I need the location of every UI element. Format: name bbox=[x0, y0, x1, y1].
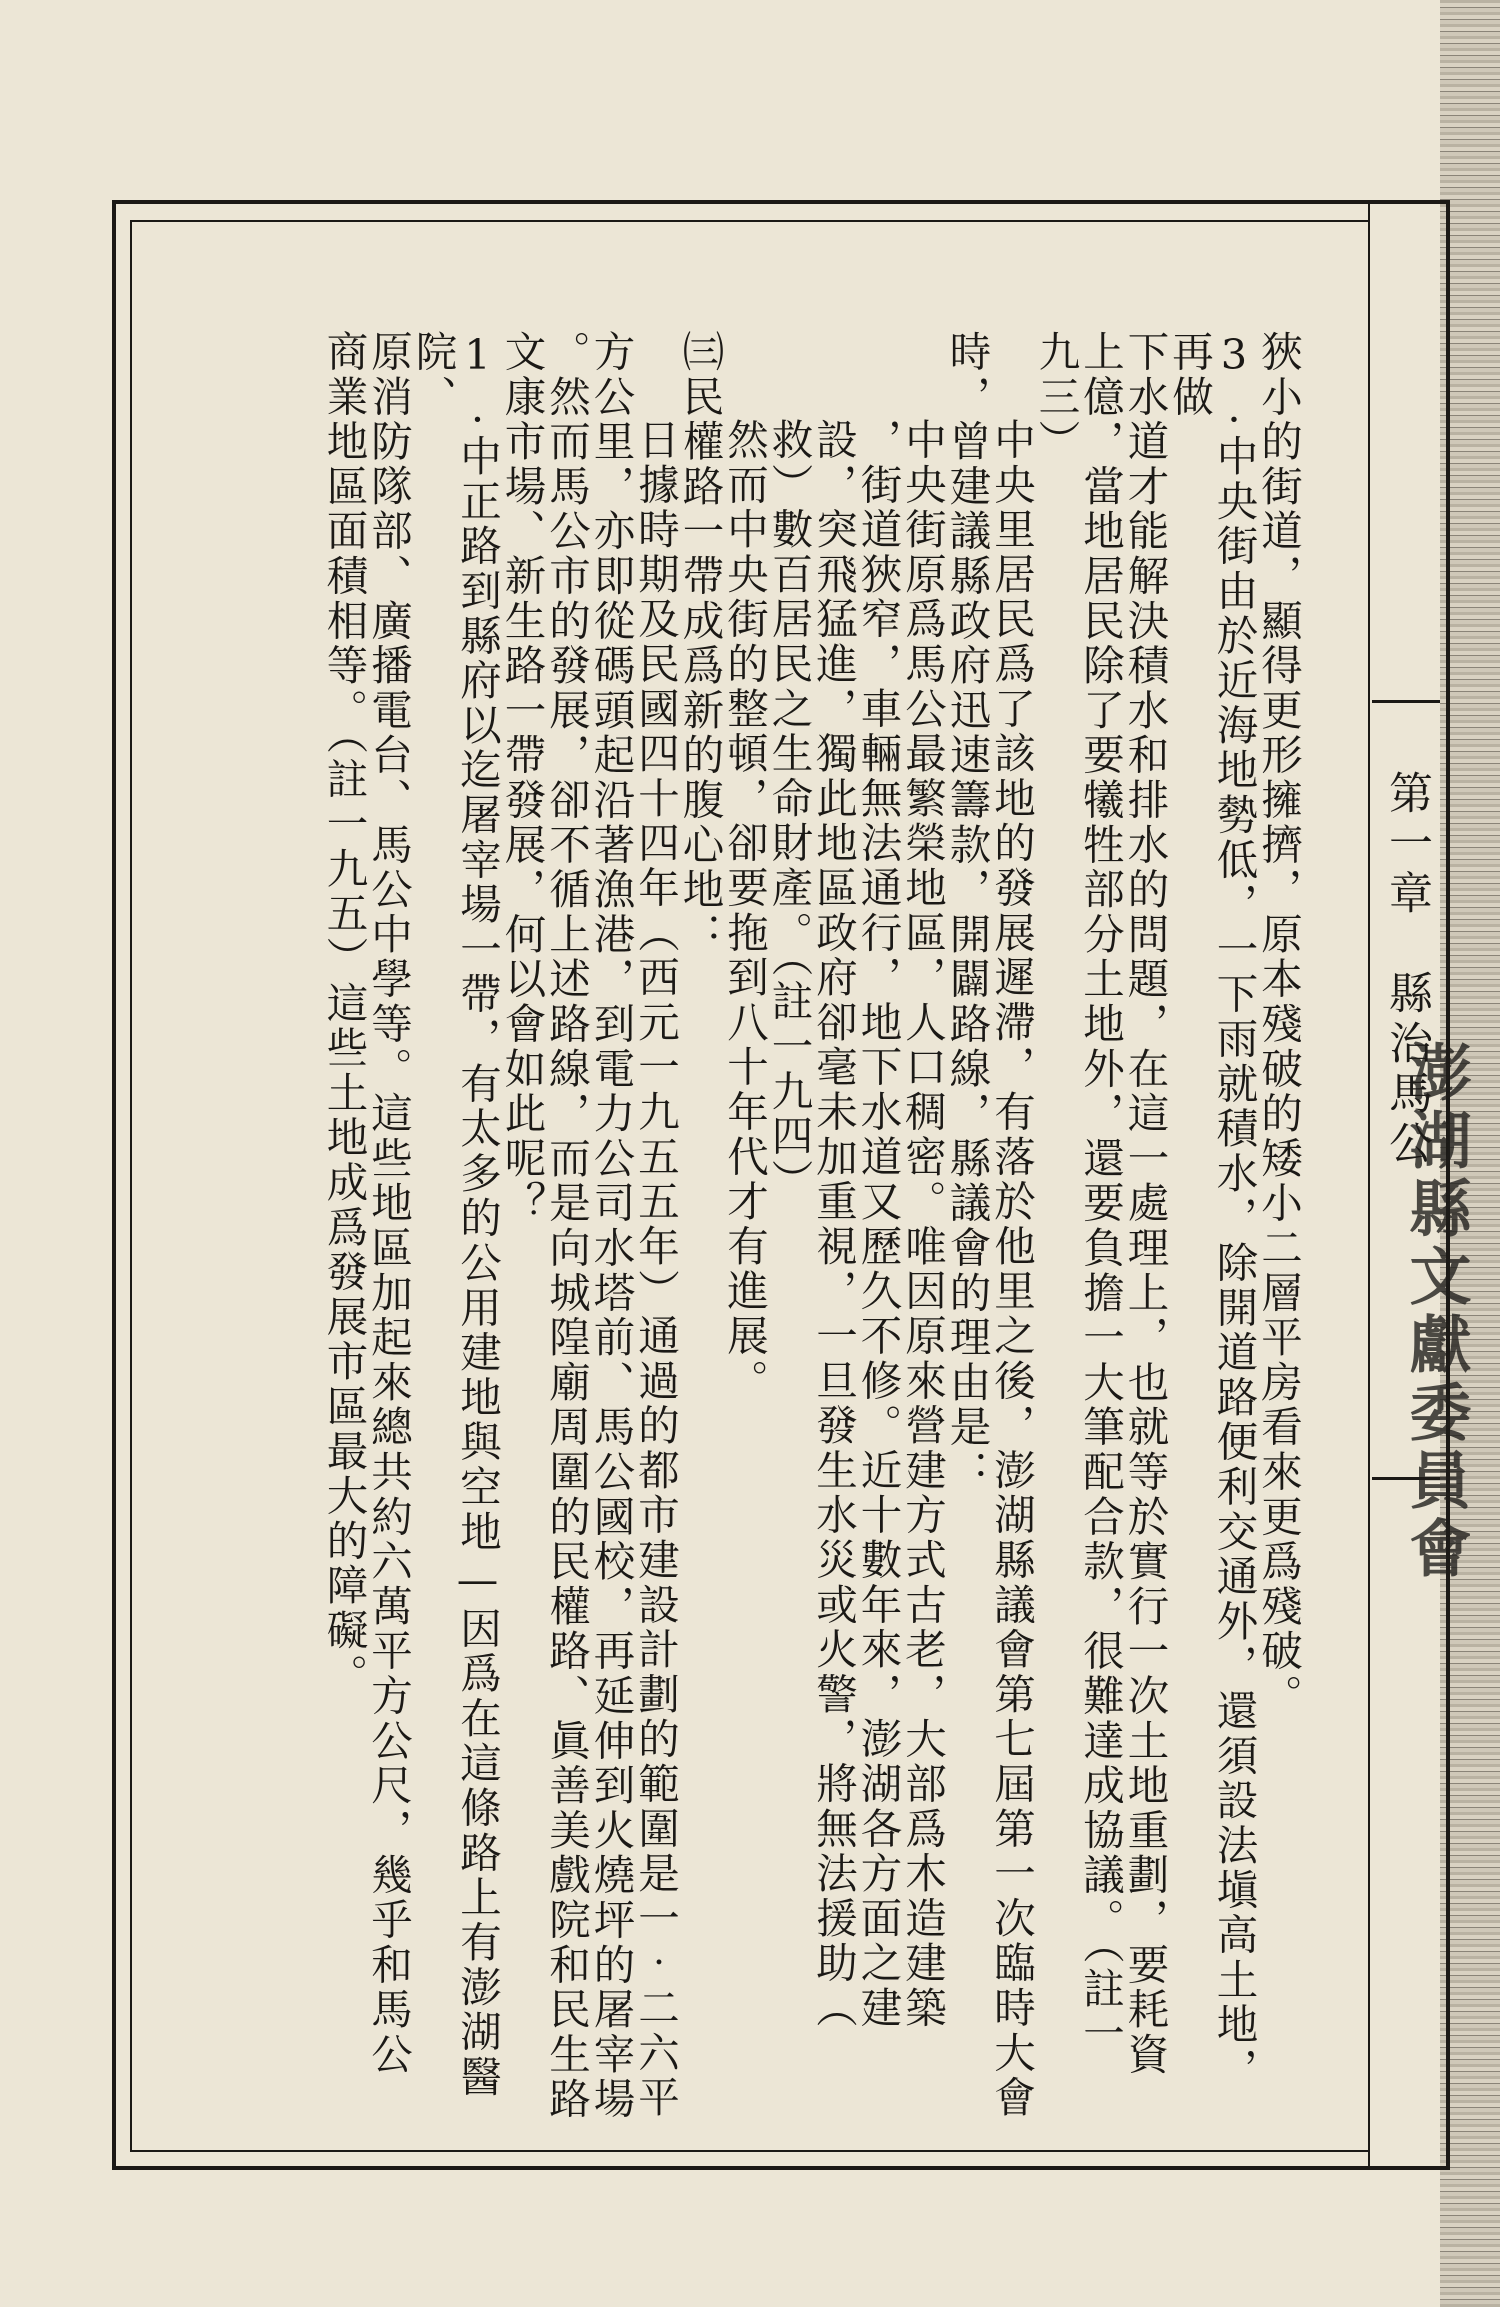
text-column: 原消防隊部、廣播電台、馬公中學等。這些地區加起來總共約六萬平方公尺，幾乎和馬公 bbox=[364, 330, 413, 2078]
text-column: 1.中正路到縣府以迄屠宰場一帶，有太多的公用建地與空地—因爲在這條路上有澎湖醫院、 bbox=[408, 330, 502, 2100]
text-column: 3.中央街由於近海地勢低，一下雨就積水，除開道路便利交通外，還須設法塡高土地，再做 bbox=[1165, 330, 1259, 2093]
text-column: 日據時期及民國四十四年（西元一九五五年）通過的都市建設計劃的範圍是一‧二六平 bbox=[631, 418, 680, 2121]
text-column: 。然而馬公市的發展，卻不循上述路線，而是向城隍廟周圍的民權路、眞善美戲院和民生路 bbox=[542, 330, 591, 2122]
text-column: 狹小的街道，顯得更形擁擠，原本殘破的矮小二層平房看來更爲殘破。 bbox=[1254, 330, 1303, 1719]
text-column: 救）數百居民之生命財產。（註一九四） bbox=[764, 418, 814, 1204]
text-column: 上億，當地居民除了要犧牲部分土地外，還要負擔一大筆配合款，很難達成協議。（註一 bbox=[1076, 330, 1125, 2057]
text-column: 方公里，亦即從碼頭起沿著漁港，到電力公司水塔前、馬公國校，再延伸到火燒坪的屠宰場 bbox=[586, 330, 636, 2122]
text-column: ㈢民權路一帶成爲新的腹心地： bbox=[675, 330, 725, 958]
text-column: 時，曾建議縣政府迅速籌款，開闢路線，縣議會的理由是： bbox=[942, 330, 992, 1495]
publisher-stamp: 澎湖縣文獻委員會 bbox=[1399, 1040, 1472, 1584]
text-column: 中央里居民爲了該地的發展遲滯，有落於他里之後，澎湖縣議會第七屆第一次臨時大會 bbox=[987, 418, 1036, 2121]
text-column: 文康市場、新生路一帶發展，何以會如此呢？ bbox=[497, 330, 547, 1226]
text-column: 然而中央街的整頓，卻要拖到八十年代才有進展。 bbox=[720, 418, 769, 1404]
text-column: ，街道狹窄，車輛無法通行，地下水道又歷久不修。近十數年來，澎湖各方面之建 bbox=[853, 418, 903, 2031]
chapter-title: 第一章 縣治馬公 bbox=[1381, 770, 1432, 1170]
text-column: 中央街原爲馬公最繁榮地區，人口稠密。唯因原來營建方式古老，大部爲木造建築 bbox=[898, 418, 947, 2031]
text-column: 下水道才能解決積水和排水的問題，在這一處理上，也就等於實行一次土地重劃，要耗資 bbox=[1120, 330, 1170, 2078]
body-text bbox=[150, 330, 1303, 2130]
text-column: 商業地區面積相等。（註一九五）這些土地成爲發展市區最大的障礙。 bbox=[319, 330, 369, 1699]
text-column: 設，突飛猛進，獨此地區政府卻毫未加重視，一旦發生水災或火警，將無法援助（ bbox=[809, 418, 858, 2031]
text-column: 九三） bbox=[1031, 330, 1081, 465]
